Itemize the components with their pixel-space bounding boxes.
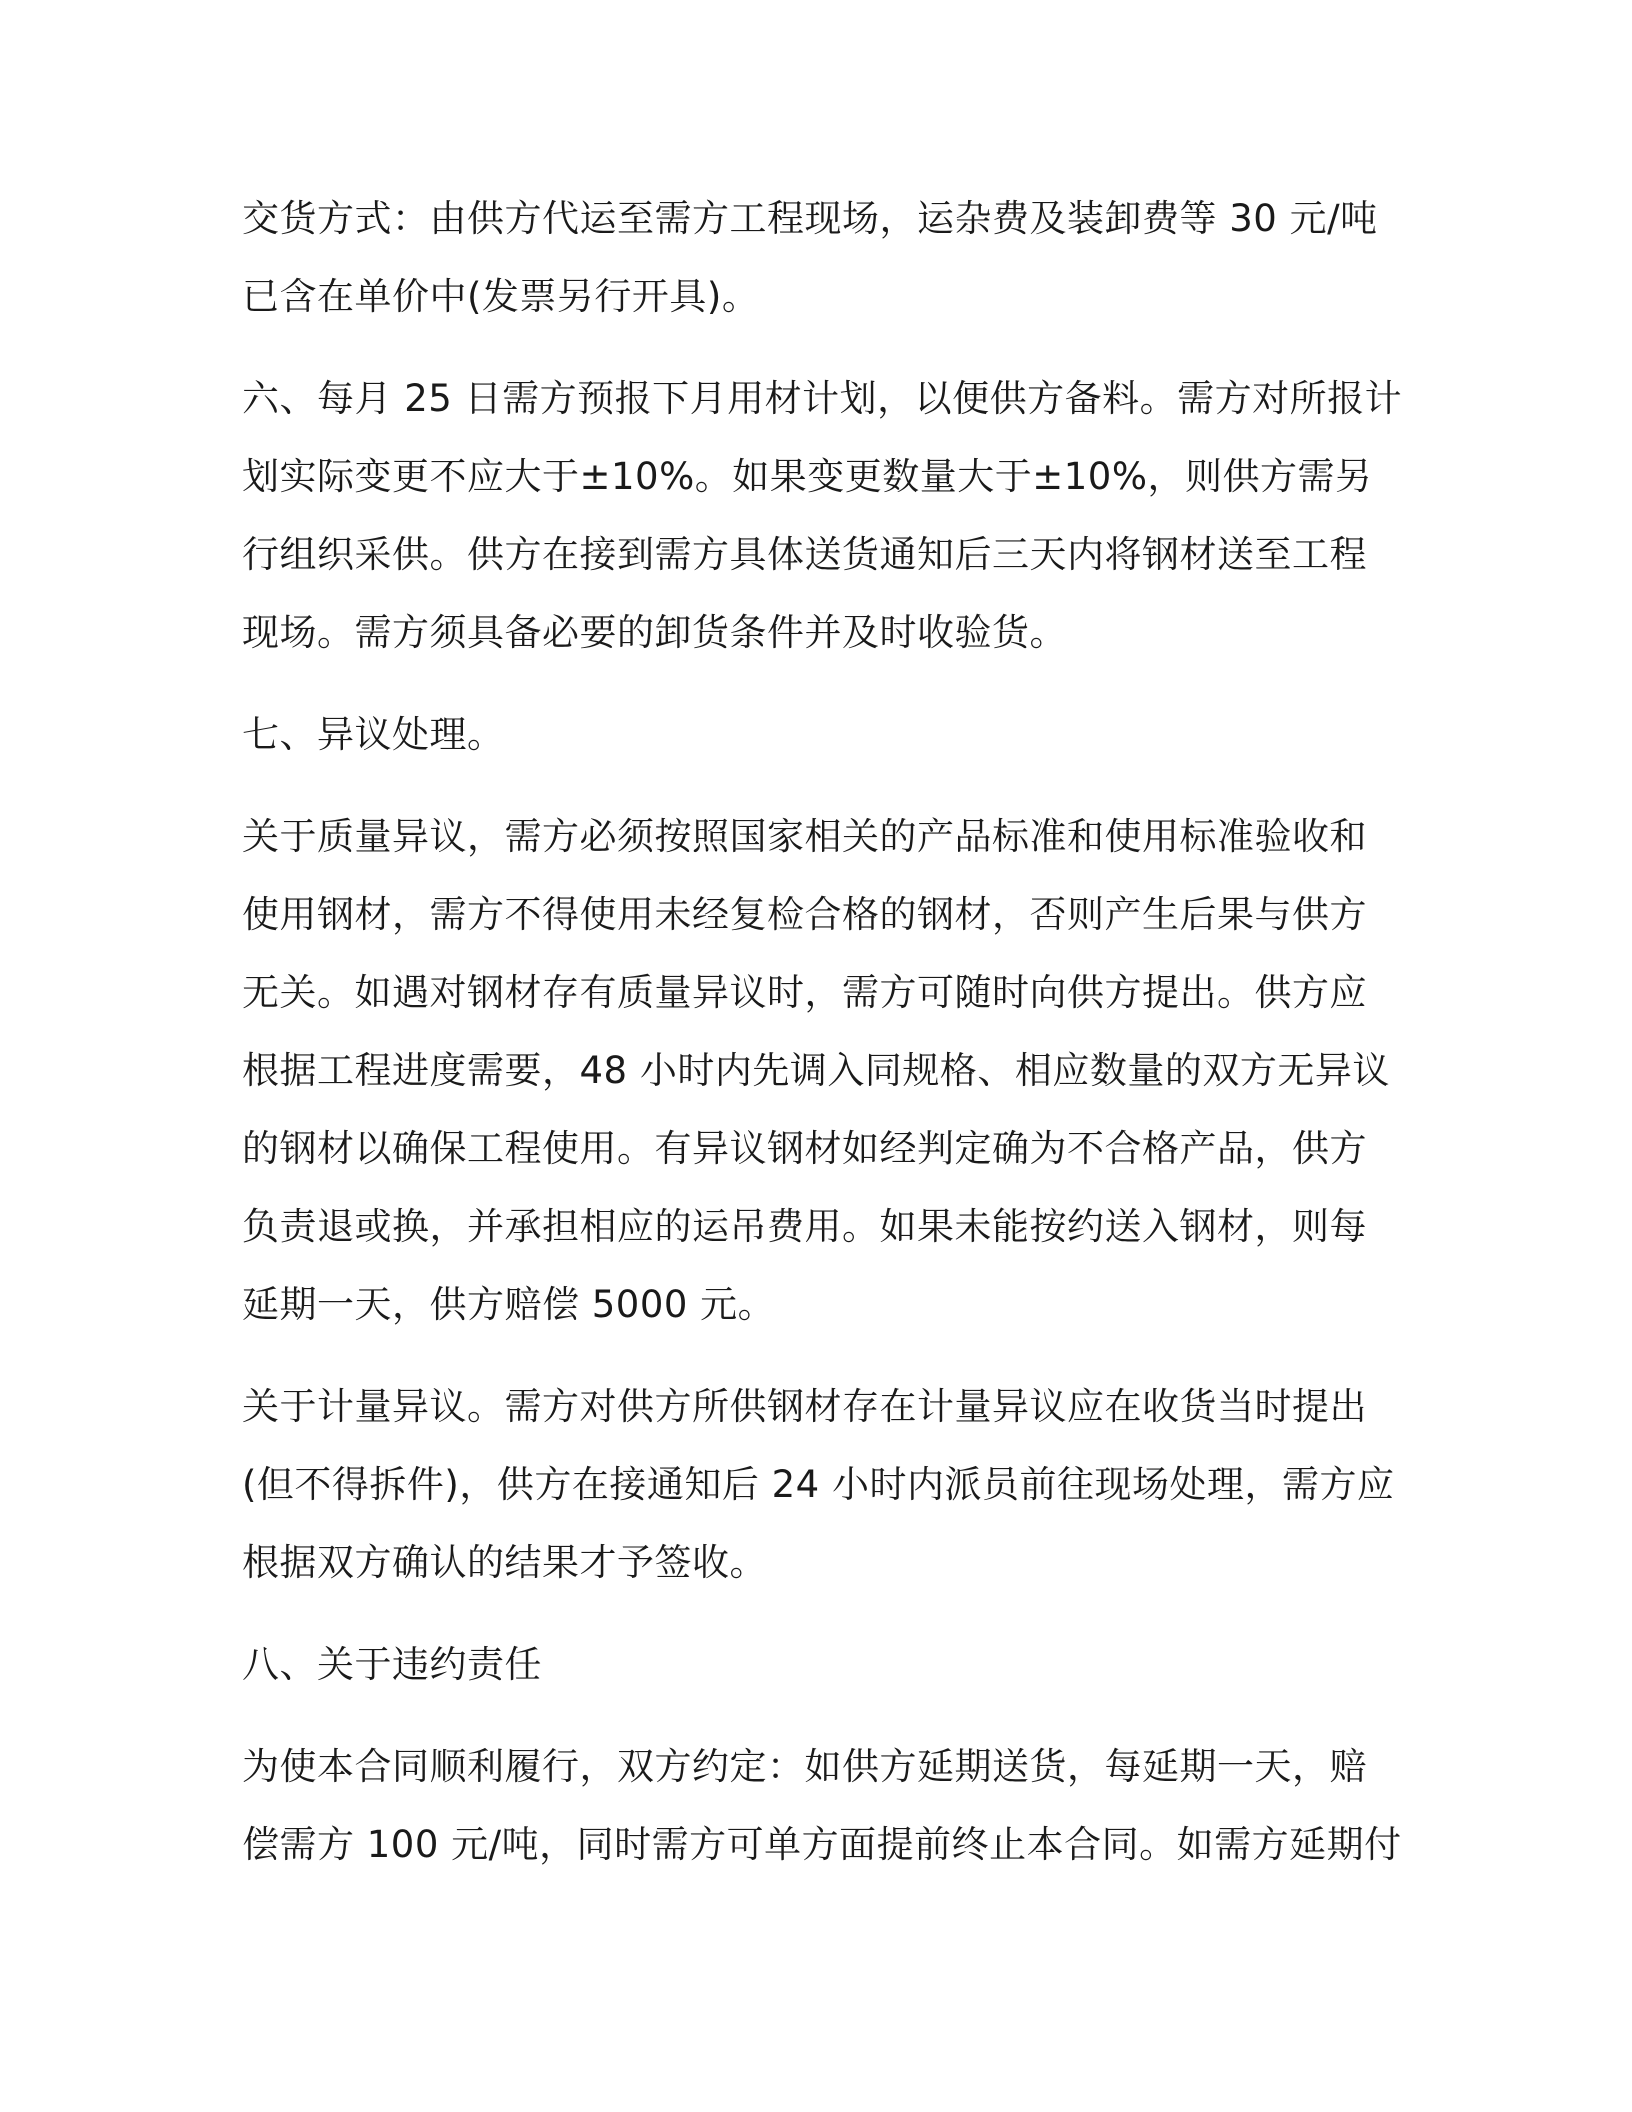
text-line: 为使本合同顺利履行，双方约定：如供方延期送货，每延期一天，赔 — [242, 1745, 1367, 1788]
section-heading-7 — [242, 696, 1390, 774]
text-line: 现场。需方须具备必要的卸货条件并及时收验货。 — [242, 611, 1067, 654]
paragraph-breach-liability — [242, 1728, 1402, 1884]
section-heading: 七、异议处理。 — [242, 713, 505, 756]
text-line: 关于计量异议。需方对供方所供钢材存在计量异议应在收货当时提出 — [242, 1385, 1367, 1428]
text-line: 根据工程进度需要，48 小时内先调入同规格、相应数量的双方无异议 — [242, 1049, 1390, 1092]
text-line: 偿需方 100 元/吨，同时需方可单方面提前终止本合同。如需方延期付 — [242, 1823, 1402, 1866]
text-line: (但不得拆件)，供方在接通知后 24 小时内派员前往现场处理，需方应 — [242, 1463, 1395, 1506]
paragraph-section-6 — [242, 360, 1403, 672]
text-line: 延期一天，供方赔偿 5000 元。 — [242, 1283, 776, 1326]
text-line: 已含在单价中(发票另行开具)。 — [242, 275, 760, 318]
text-line: 使用钢材，需方不得使用未经复检合格的钢材，否则产生后果与供方 — [242, 893, 1367, 936]
text-line: 六、每月 25 日需方预报下月用材计划，以便供方备料。需方对所报计 — [242, 377, 1403, 420]
text-line: 划实际变更不应大于±10%。如果变更数量大于±10%，则供方需另 — [242, 455, 1373, 498]
text-line: 行组织采供。供方在接到需方具体送货通知后三天内将钢材送至工程 — [242, 533, 1367, 576]
section-heading: 八、关于违约责任 — [242, 1643, 542, 1686]
text-line: 关于质量异议，需方必须按照国家相关的产品标准和使用标准验收和 — [242, 815, 1367, 858]
paragraph-delivery-method — [242, 180, 1390, 336]
text-line: 的钢材以确保工程使用。有异议钢材如经判定确为不合格产品，供方 — [242, 1127, 1367, 1170]
section-heading-8 — [242, 1626, 1390, 1704]
paragraph-quality-dispute — [242, 798, 1390, 1344]
document-page — [242, 180, 1403, 1884]
text-line: 负责退或换，并承担相应的运吊费用。如果未能按约送入钢材，则每 — [242, 1205, 1367, 1248]
text-line: 根据双方确认的结果才予签收。 — [242, 1541, 767, 1584]
text-line: 交货方式：由供方代运至需方工程现场，运杂费及装卸费等 30 元/吨 — [242, 197, 1378, 240]
paragraph-measurement-dispute — [242, 1368, 1395, 1602]
text-line: 无关。如遇对钢材存有质量异议时，需方可随时向供方提出。供方应 — [242, 971, 1367, 1014]
